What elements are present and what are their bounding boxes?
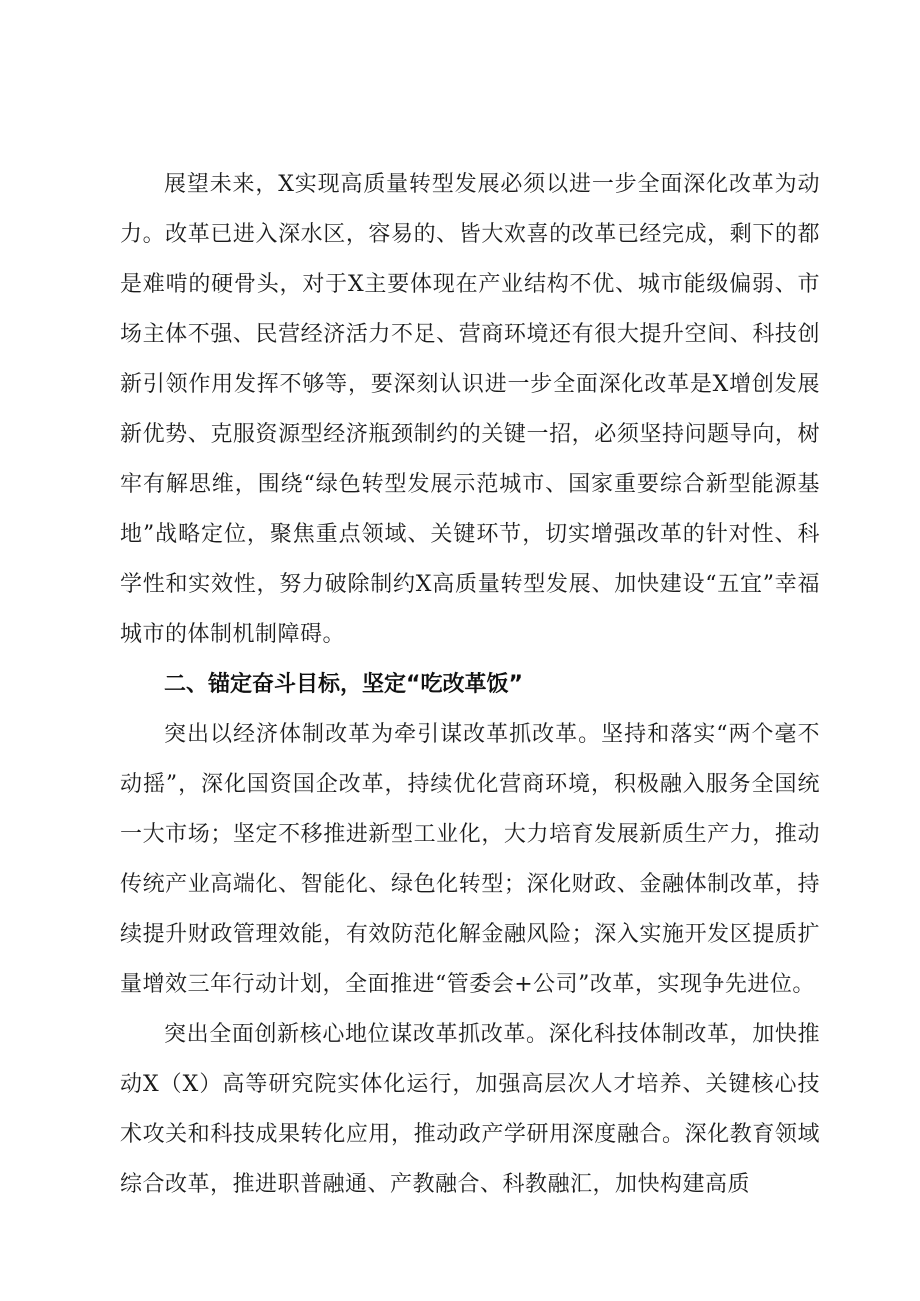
document-body xyxy=(120,160,820,1210)
paragraph-economic-reform: 突出以经济体制改革为牵引谋改革抓改革。坚持和落实“两个毫不动摇”，深化国资国企改革，持续优化营商环境，积极融入服务全国统一大市场；坚定不移推进新型工业化，大力培育发展新质生产力，推动传统产业高端化、智能化、绿色化转型；深化财政、金融体制改革，持续提升财政管理效能，有效防范化解金融风险；深入实施开发区提质扩量增效三年行动计划，全面推进“管委会+公司”改革，实现争先进位。 xyxy=(120,722,820,997)
paragraph-innovation-reform: 突出全面创新核心地位谋改革抓改革。深化科技体制改革，加快推动X（X）高等研究院实体化运行，加强高层次人才培养、关键核心技术攻关和科技成果转化应用，推动政产学研用深度融合。深化教育领域综合改革，推进职普融通、产教融合、科教融汇，加快构建高质 xyxy=(120,1022,820,1197)
paragraph-outlook: 展望未来，X实现高质量转型发展必须以进一步全面深化改革为动力。改革已进入深水区，容易的、皆大欢喜的改革已经完成，剩下的都是难啃的硬骨头，对于X主要体现在产业结构不优、城市能级偏弱、市场主体不强、民营经济活力不足、营商环境还有很大提升空间、科技创新引领作用发挥不够等，要深刻认识进一步全面深化改革是X增创发展新优势、克服资源型经济瓶颈制约的关键一招，必须坚持问题导向，树牢有解思维，围绕“绿色转型发展示范城市、国家重要综合新型能源基地”战略定位，聚焦重点领域、关键环节，切实增强改革的针对性、科学性和实效性，努力破除制约X高质量转型发展、加快建设“五宜”幸福城市的体制机制障碍。 xyxy=(120,172,820,647)
section-heading-2: 二、锚定奋斗目标，坚定“吃改革饭” xyxy=(164,672,523,697)
